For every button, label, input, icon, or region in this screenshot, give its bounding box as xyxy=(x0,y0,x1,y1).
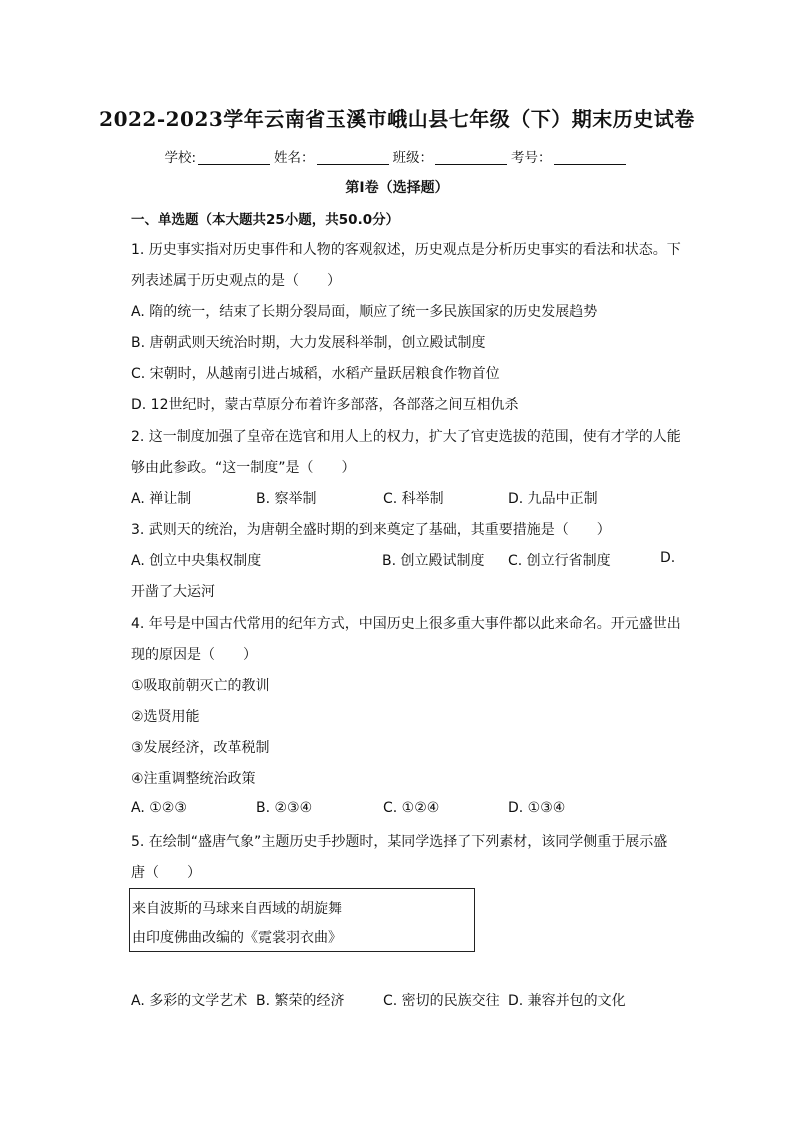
q5-option-a: A. 多彩的文学艺术 xyxy=(131,993,248,1009)
class-blank[interactable] xyxy=(435,150,507,165)
q4-option-d: D. ①③④ xyxy=(508,800,566,816)
q3-option-c: C. 创立行省制度 xyxy=(508,553,611,569)
q1-stem-line2: 列表述属于历史观点的是（ ） xyxy=(131,273,341,289)
q3-option-d-prefix: D. xyxy=(660,550,676,566)
q4-item-2: ②选贤用能 xyxy=(131,709,200,725)
q4-option-c: C. ①②④ xyxy=(383,800,440,816)
school-blank[interactable] xyxy=(198,150,270,165)
name-label: 姓名： xyxy=(274,150,315,166)
q5-material-line1: 来自波斯的马球来自西域的胡旋舞 xyxy=(132,901,342,917)
q4-stem-line1: 4. 年号是中国古代常用的纪年方式，中国历史上很多重大事件都以此来命名。开元盛世出 xyxy=(131,616,681,632)
q2-stem-line1: 2. 这一制度加强了皇帝在选官和用人上的权力，扩大了官吏选拔的范围，使有才学的人能 xyxy=(131,429,681,445)
q5-option-b: B. 繁荣的经济 xyxy=(256,993,345,1009)
q2-option-b: B. 察举制 xyxy=(256,491,317,507)
q4-stem-line2: 现的原因是（ ） xyxy=(131,647,257,663)
student-info-row xyxy=(0,146,794,166)
q2-option-c: C. 科举制 xyxy=(383,491,444,507)
q4-option-a: A. ①②③ xyxy=(131,800,187,816)
q5-option-c: C. 密切的民族交往 xyxy=(383,993,500,1009)
exam-number-label: 考号： xyxy=(511,150,552,166)
q1-option-d: D. 12世纪时，蒙古草原分布着许多部落，各部落之间互相仇杀 xyxy=(131,397,519,413)
q1-stem-line1: 1. 历史事实指对历史事件和人物的客观叙述，历史观点是分析历史事实的看法和状态。下 xyxy=(131,242,681,258)
q4-item-1: ①吸取前朝灭亡的教训 xyxy=(131,678,270,694)
q2-option-a: A. 禅让制 xyxy=(131,491,192,507)
q5-stem-line1: 5. 在绘制“盛唐气象”主题历史手抄题时，某同学选择了下列素材，该同学侧重于展示盛 xyxy=(131,834,668,850)
q4-option-b: B. ②③④ xyxy=(256,800,313,816)
q3-option-d-text: 开凿了大运河 xyxy=(131,584,215,600)
q5-stem-line2: 唐（ ） xyxy=(131,865,201,881)
q3-option-a: A. 创立中央集权制度 xyxy=(131,553,262,569)
q5-material-box xyxy=(129,888,475,952)
q1-option-b: B. 唐朝武则天统治时期，大力发展科举制，创立殿试制度 xyxy=(131,335,486,351)
volume-heading: 第I卷（选择题） xyxy=(345,180,449,196)
section-heading: 一、单选题（本大题共25小题，共50.0分） xyxy=(131,212,400,228)
q2-option-d: D. 九品中正制 xyxy=(508,491,598,507)
q5-material-line2: 由印度佛曲改编的《霓裳羽衣曲》 xyxy=(132,930,342,946)
q4-item-3: ③发展经济，改革税制 xyxy=(131,740,270,756)
q3-stem-line1: 3. 武则天的统治，为唐朝全盛时期的到来奠定了基础，其重要措施是（ ） xyxy=(131,522,611,538)
q1-option-a: A. 隋的统一，结束了长期分裂局面，顺应了统一多民族国家的历史发展趋势 xyxy=(131,304,598,320)
exam-number-blank[interactable] xyxy=(554,150,626,165)
q3-option-b: B. 创立殿试制度 xyxy=(382,553,485,569)
name-blank[interactable] xyxy=(317,150,389,165)
q1-option-c: C. 宋朝时，从越南引进占城稻，水稻产量跃居粮食作物首位 xyxy=(131,366,500,382)
q2-stem-line2: 够由此参政。“这一制度”是（ ） xyxy=(131,460,356,476)
class-label: 班级： xyxy=(392,150,434,166)
q5-option-d: D. 兼容并包的文化 xyxy=(508,993,626,1009)
exam-title: 2022-2023学年云南省玉溪市峨山县七年级（下）期末历史试卷 xyxy=(99,107,695,131)
q4-item-4: ④注重调整统治政策 xyxy=(131,771,256,787)
school-label: 学校: xyxy=(164,150,197,166)
